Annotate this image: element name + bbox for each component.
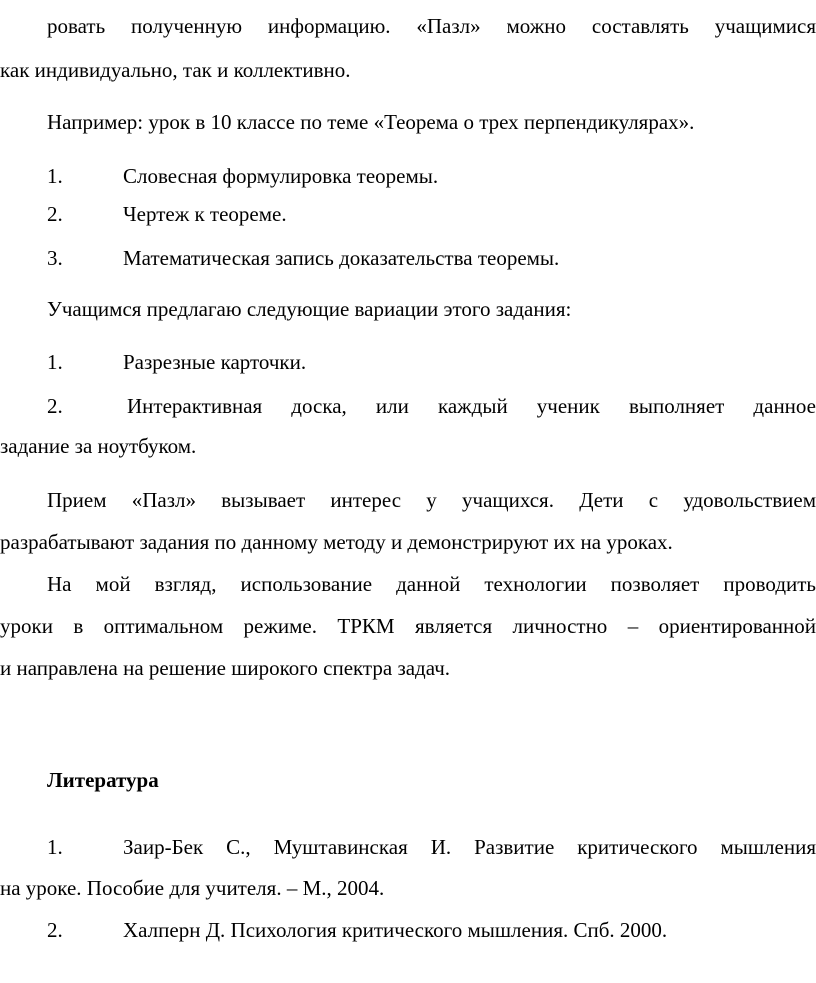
list-number: 2.: [47, 202, 63, 226]
paragraph-line: ровать полученную информацию. «Пазл» можно составлять учащимися: [47, 14, 816, 38]
paragraph-line: как индивидуально, так и коллективно.: [0, 58, 351, 82]
list-number: 3.: [47, 246, 63, 270]
example-text: Например: урок в 10 классе по теме «Теорема о трех перпендикулярах».: [47, 110, 695, 134]
reference-text: Заир-Бек С., Муштавинская И. Развитие критического мышления: [123, 835, 816, 859]
reference-number: 2.: [47, 918, 63, 942]
list-text: Чертеж к теореме.: [123, 202, 287, 226]
list-text: Интерактивная доска, или каждый ученик выполняет данное: [127, 394, 816, 418]
list-text: Разрезные карточки.: [123, 350, 307, 374]
variations-intro: Учащимся предлагаю следующие вариации этого задания:: [47, 297, 572, 321]
literature-heading: Литература: [47, 768, 159, 792]
list-number: 1.: [47, 164, 63, 188]
list-number: 1.: [47, 350, 63, 374]
reference-text: Халперн Д. Психология критического мышления. Спб. 2000.: [123, 918, 668, 942]
paragraph-line: разрабатывают задания по данному методу и демонстрируют их на уроках.: [0, 530, 673, 554]
reference-number: 1.: [47, 835, 63, 859]
list-text: Математическая запись доказательства теоремы.: [123, 246, 560, 270]
paragraph-line: Прием «Пазл» вызывает интерес у учащихся. Дети с удовольствием: [47, 488, 816, 512]
paragraph-line: уроки в оптимальном режиме. ТРКМ является личностно – ориентированной: [0, 614, 816, 638]
list-text: Словесная формулировка теоремы.: [123, 164, 439, 188]
paragraph-line: На мой взгляд, использование данной технологии позволяет проводить: [47, 572, 816, 596]
list-number: 2.: [47, 394, 63, 418]
paragraph-line: и направлена на решение широкого спектра задач.: [0, 656, 451, 680]
reference-text-continuation: на уроке. Пособие для учителя. – М., 2004.: [0, 876, 385, 900]
list-text-continuation: задание за ноутбуком.: [0, 434, 197, 458]
